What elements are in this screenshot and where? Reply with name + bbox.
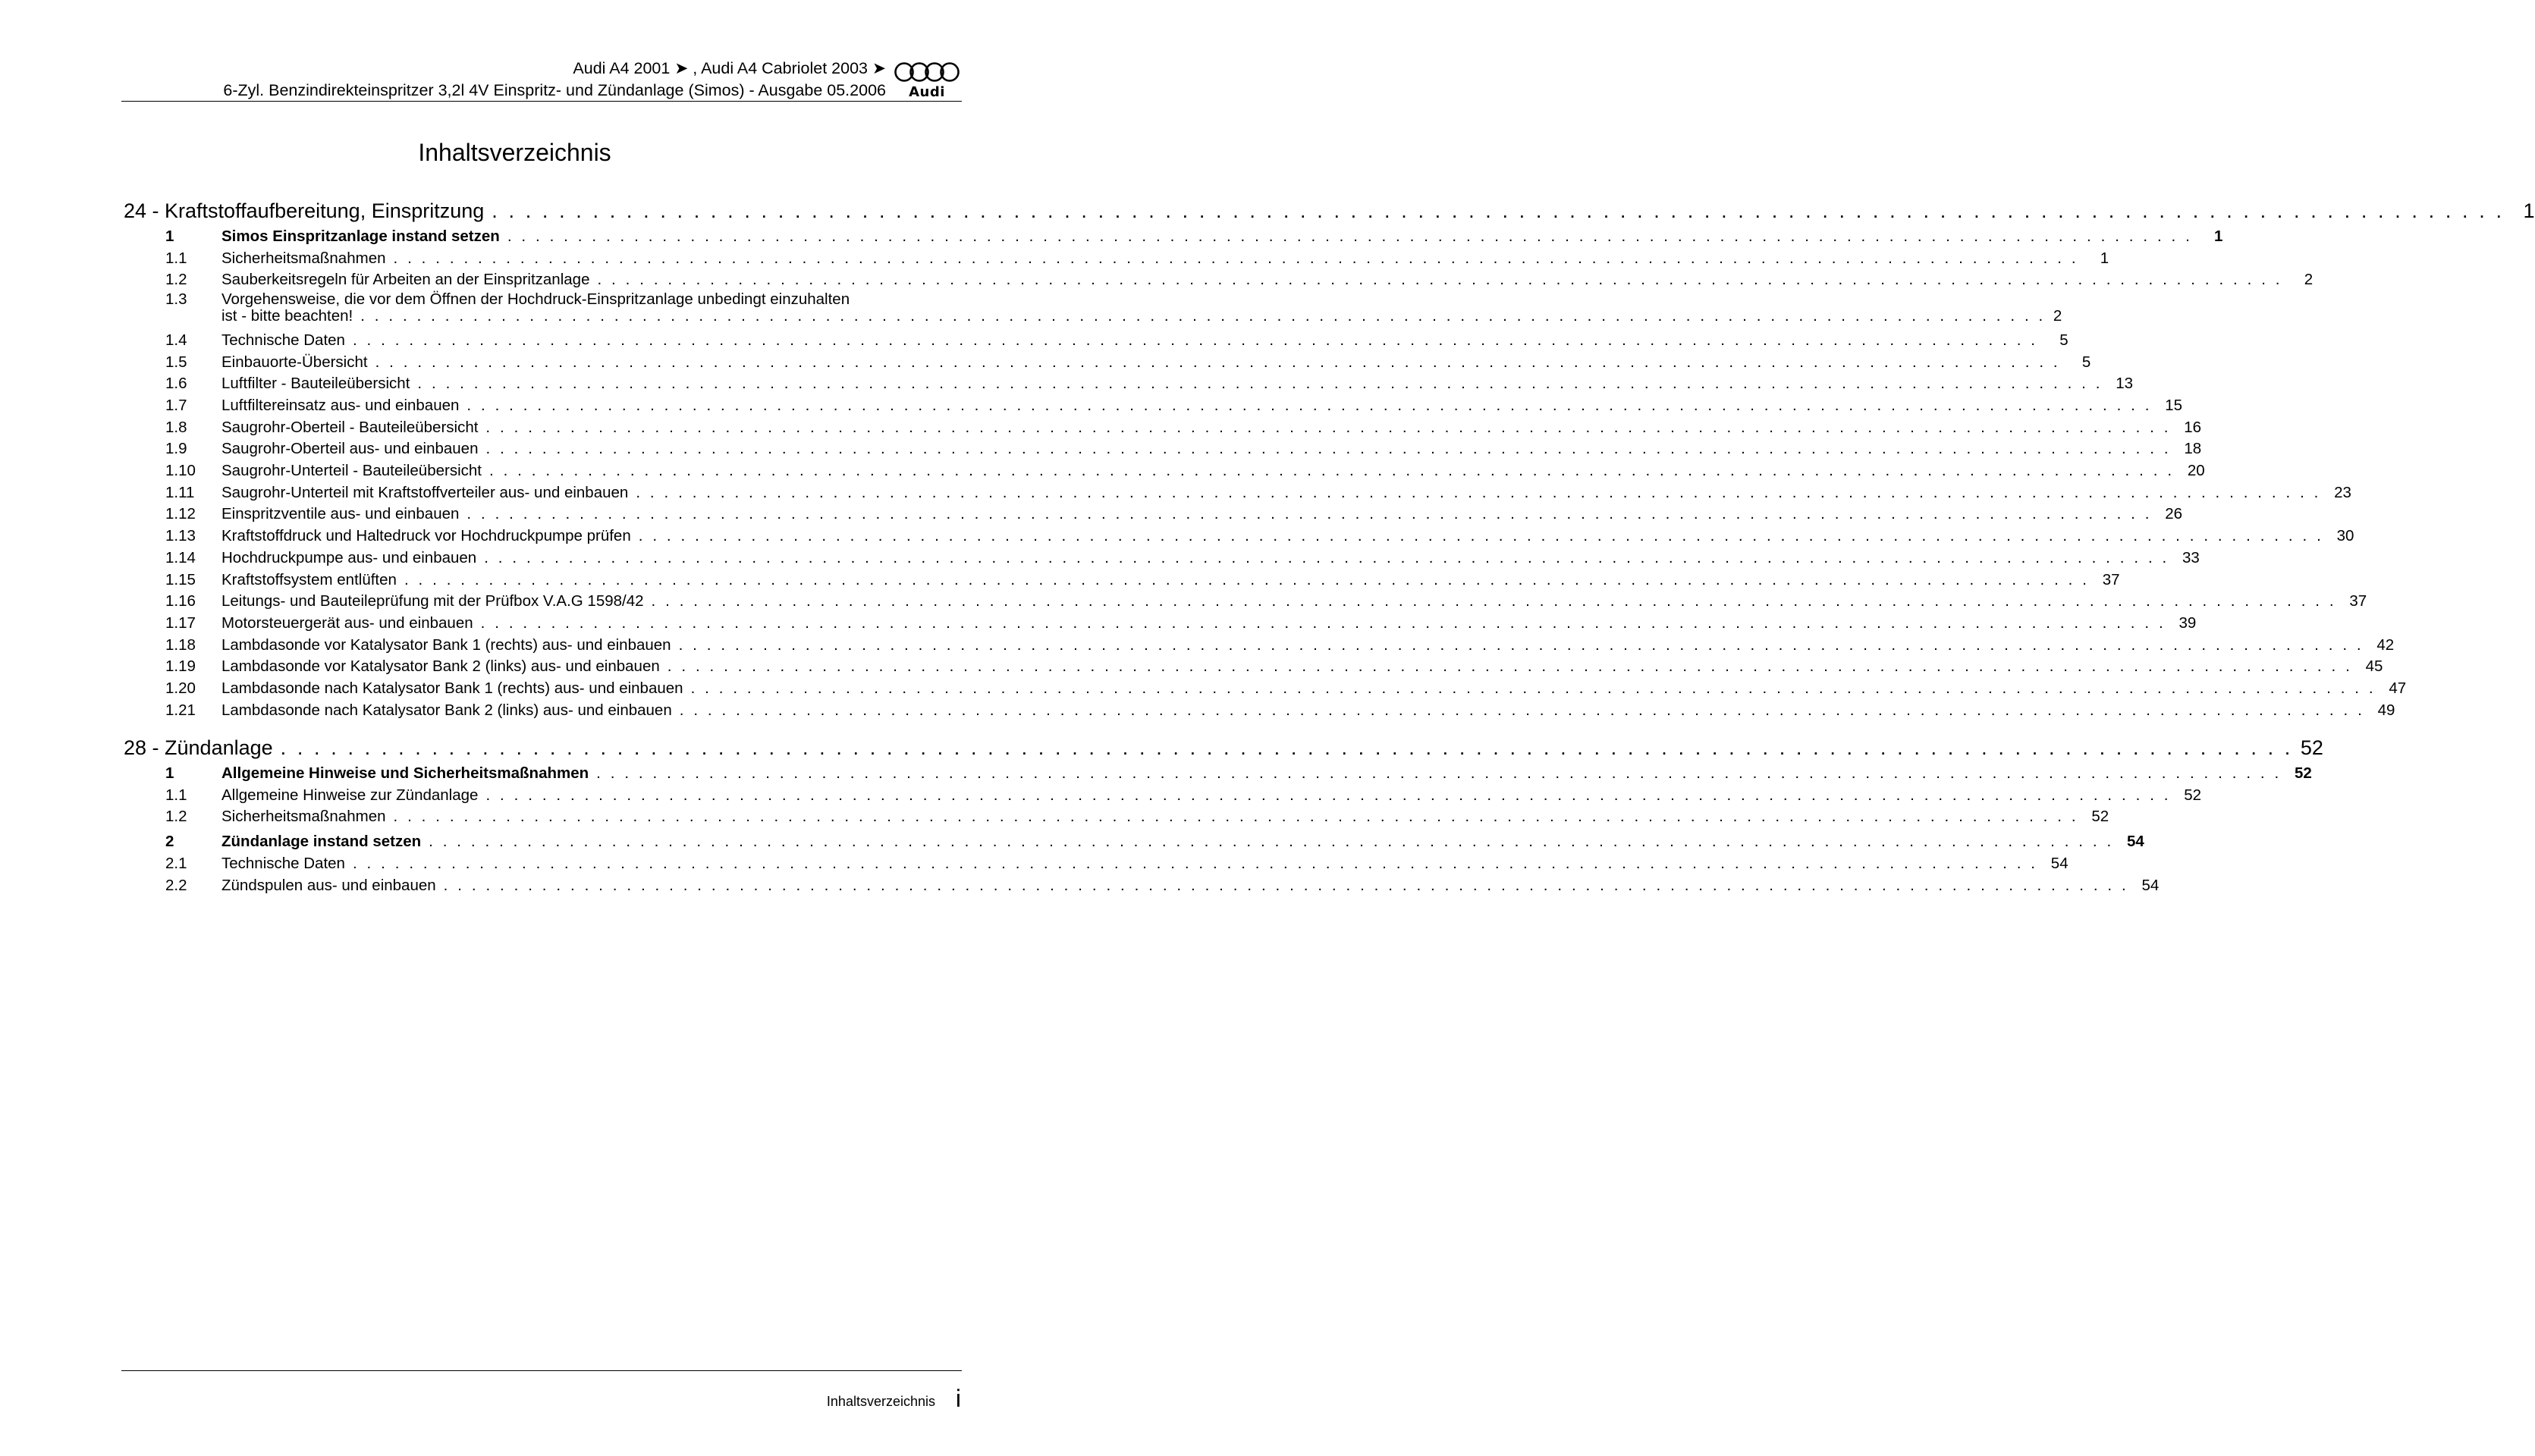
toc-entry-page: 18 [2184,440,2202,458]
toc-leader-dots: . . . . . . . . . . . . . . . . . . . . . . . . . . . . . . . . . . . . . . . . . . . . . . . . . . . . . . . . . . . . . . . . . . . . . . . . . . . . . . . . . . . . . . . . . . . . . . . . . . . . . . . . . . . . . . . . . . . . . . . . [466,396,2153,414]
toc-leader-dots: . . . . . . . . . . . . . . . . . . . . . . . . . . . . . . . . . . . . . . . . . . . . . . . . . . . . . . . . . . . . . . . . . . . . . . . . . . . . . . . . . . . . . . . . . . . . . . . . . . . . . . . . . . . . . . . . . . . . . . . . [404,570,2090,588]
toc-entry-number: 1.4 [165,331,187,349]
toc-entry [165,526,2354,545]
toc-entry [165,352,2091,372]
toc-entry-page: 42 [2376,635,2395,654]
toc-entry [165,656,2383,676]
toc-entry-number: 2.2 [165,876,187,894]
toc-leader-dots: . . . . . . . . . . . . . . . . . . . . . . . . . . . . . . . . . . . . . . . . . . . . . . . . . . . . . . . . . . . . . . . . . . . . . . . . . . . . . . . . . . . . . . . . . . . . . . . . . . . . . . . . . . . . . . . . . . . . . . . . [429,833,2114,851]
toc-entry [165,248,2109,268]
toc-chapter [124,736,2323,760]
toc-entry [165,570,2120,589]
page-title: Inhaltsverzeichnis [418,139,611,166]
toc-leader-dots: . . . . . . . . . . . . . . . . . . . . . . . . . . . . . . . . . . . . . . . . . . . . . . . . . . . . . . . . . . . . . . . . . . . . . . . . . . . . . . . . . . . . . . . . . . . . . . . . . . . . . . . . . . . . . . . . . . . . . . . . [492,199,2505,222]
toc-entry-number: 1.20 [165,679,196,697]
toc-leader-dots: . . . . . . . . . . . . . . . . . . . . . . . . . . . . . . . . . . . . . . . . . . . . . . . . . . . . . . . . . . . . . . . . . . . . . . . . . . . . . . . . . . . . . . . . . . . . . . . . . . . . . . . . . . . . . . . . . . . . . . . . [280,736,2293,759]
toc-entry-title: Saugrohr-Unterteil - Bauteileübersicht [221,462,482,479]
toc-entry-title: Saugrohr-Unterteil mit Kraftstoffverteiler aus- und einbauen [221,483,629,501]
toc-entry-title-continued [221,307,2062,325]
toc-leader-dots: . . . . . . . . . . . . . . . . . . . . . . . . . . . . . . . . . . . . . . . . . . . . . . . . . . . . . . . . . . . . . . . . . . . . . . . . . . . . . . . . . . . . . . . . . . . . . . . . . . . . . . . . . . . . . . . . . . . . . . . . [597,271,2283,289]
toc-entry [165,678,2407,698]
toc-leader-dots: . . . . . . . . . . . . . . . . . . . . . . . . . . . . . . . . . . . . . . . . . . . . . . . . . . . . . . . . . . . . . . . . . . . . . . . . . . . . . . . . . . . . . . . . . . . . . . . . . . . . . . . . . . . . . . . . . . . . . . . . [375,353,2061,371]
toc-entry [165,785,2202,805]
toc-entry [165,591,2367,610]
toc-entry-title: Lambdasonde nach Katalysator Bank 2 (links) aus- und einbauen [221,701,672,719]
toc-entry-number: 1.2 [165,808,187,826]
toc-entry-title: Allgemeine Hinweise und Sicherheitsmaßnahmen [221,764,589,782]
toc-chapter-page: 1 [2523,199,2535,222]
toc-entry-title: Zündanlage instand setzen [221,833,422,851]
toc-entry-number: 1.7 [165,396,187,414]
toc-entry-page: 54 [2050,854,2069,872]
toc-entry-title: Sauberkeitsregeln für Arbeiten an der Einspritzanlage [221,271,590,289]
toc-entry-page: 30 [2336,527,2354,545]
toc-entry [165,635,2395,654]
toc-entry-page: 52 [2184,786,2202,804]
toc-entry-number: 1.12 [165,505,196,523]
toc-entry [165,395,2183,415]
header-manual-title: 6-Zyl. Benzindirekteinspritzer 3,2l 4V Einspritz- und Zündanlage (Simos) - Ausgabe 05.2006 [223,81,886,99]
toc-entry-page: 52 [2091,808,2109,826]
header-vehicle-models: Audi A4 2001 ➤ , Audi A4 Cabriolet 2003 ➤ [573,59,886,77]
toc-entry-page: 26 [2165,505,2183,523]
toc-entry-page: 2 [2053,307,2062,325]
toc-leader-dots: . . . . . . . . . . . . . . . . . . . . . . . . . . . . . . . . . . . . . . . . . . . . . . . . . . . . . . . . . . . . . . . . . . . . . . . . . . . . . . . . . . . . . . . . . . . . . . . . . . . . . . . . . . . . . . . . . . . . . . . . [443,876,2129,894]
toc-leader-dots: . . . . . . . . . . . . . . . . . . . . . . . . . . . . . . . . . . . . . . . . . . . . . . . . . . . . . . . . . . . . . . . . . . . . . . . . . . . . . . . . . . . . . . . . . . . . . . . . . . . . . . . . . . . . . . . . . . . . . . . . [678,635,2364,654]
toc-entry-title: Saugrohr-Oberteil aus- und einbauen [221,440,479,458]
toc-leader-dots: . . . . . . . . . . . . . . . . . . . . . . . . . . . . . . . . . . . . . . . . . . . . . . . . . . . . . . . . . . . . . . . . . . . . . . . . . . . . . . . . . . . . . . . . . . . . . . . . . . . . . . . . . . . . . . . . . . . . . . . . [484,548,2169,566]
toc-entry-title: Luftfilter - Bauteileübersicht [221,375,410,393]
toc-chapter-title: 24 - Kraftstoffaufbereitung, Einspritzung [124,199,485,222]
toc-entry-page: 13 [2116,375,2134,393]
toc-leader-dots: . . . . . . . . . . . . . . . . . . . . . . . . . . . . . . . . . . . . . . . . . . . . . . . . . . . . . . . . . . . . . . . . . . . . . . . . . . . . . . . . . . . . . . . . . . . . . . . . . . . . . . . . . . . . . . . . . . . . . . . . [485,440,2172,458]
toc-entry-page: 37 [2102,570,2120,588]
toc-entry-title: Hochdruckpumpe aus- und einbauen [221,548,477,566]
toc-entry-number: 1.18 [165,635,196,654]
header-divider [121,101,962,102]
toc-entry-title-line2: ist - bitte beachten! [221,307,353,325]
toc-entry-number: 1.6 [165,375,187,393]
toc-entry-number: 2.1 [165,854,187,872]
toc-entry [165,330,2069,350]
footer-section-label: Inhaltsverzeichnis [826,1394,935,1409]
toc-entry-title: Sicherheitsmaßnahmen [221,808,386,826]
toc-leader-dots: . . . . . . . . . . . . . . . . . . . . . . . . . . . . . . . . . . . . . . . . . . . . . . . . . . . . . . . . . . . . . . . . . . . . . . . . . . . . . . . . . . . . . . . . . . . . . . . . . . . . . . . . . . . . . . . . . . . . . . . . [485,786,2172,804]
toc-entry-number: 1.13 [165,527,196,545]
toc-leader-dots: . . . . . . . . . . . . . . . . . . . . . . . . . . . . . . . . . . . . . . . . . . . . . . . . . . . . . . . . . . . . . . . . . . . . . . . . . . . . . . . . . . . . . . . . . . . . . . . . . . . . . . . . . . . . . . . . . . . . . . . . [507,228,2193,245]
toc-entry-title: Einspritzventile aus- und einbauen [221,505,460,523]
toc-leader-dots: . . . . . . . . . . . . . . . . . . . . . . . . . . . . . . . . . . . . . . . . . . . . . . . . . . . . . . . . . . . . . . . . . . . . . . . . . . . . . . . . . . . . . . . . . . . . . . . . . . . . . . . . . . . . . . . . . . . . . . . . [638,527,2324,545]
toc-entry [165,226,2223,246]
toc-entry-page: 45 [2365,657,2383,676]
toc-entry [165,373,2134,393]
toc-leader-dots: . . . . . . . . . . . . . . . . . . . . . . . . . . . . . . . . . . . . . . . . . . . . . . . . . . . . . . . . . . . . . . . . . . . . . . . . . . . . . . . . . . . . . . . . . . . . . . . . . . . . . . . . . . . . . . . . . . . . . . . . [485,418,2172,436]
toc-entry [165,417,2202,437]
toc-entry-page: 1 [2214,228,2223,245]
toc-entry-page: 5 [2059,331,2069,349]
toc-entry-number: 1.11 [165,483,195,501]
toc-entry-title: Leitungs- und Bauteileprüfung mit der Prüfbox V.A.G 1598/42 [221,592,644,610]
toc-entry-page: 15 [2165,396,2183,414]
toc-entry [165,763,2312,783]
toc-entry-title: Sicherheitsmaßnahmen [221,249,386,267]
toc-entry-number: 2 [165,833,174,851]
toc-entry-number: 1.16 [165,592,196,610]
toc-entry [165,700,2395,720]
toc-leader-dots: . . . . . . . . . . . . . . . . . . . . . . . . . . . . . . . . . . . . . . . . . . . . . . . . . . . . . . . . . . . . . . . . . . . . . . . . . . . . . . . . . . . . . . . . . . . . . . . . . . . . . . . . . . . . . . . . . . . . . . . . [352,331,2038,349]
toc-entry-page: 52 [2294,764,2312,782]
toc-entry [165,548,2200,567]
toc-leader-dots: . . . . . . . . . . . . . . . . . . . . . . . . . . . . . . . . . . . . . . . . . . . . . . . . . . . . . . . . . . . . . . . . . . . . . . . . . . . . . . . . . . . . . . . . . . . . . . . . . . . . . . . . . . . . . . . . . . . . . . . . [393,808,2079,826]
toc-entry-title: Technische Daten [221,854,345,872]
toc-entry-page: 2 [2304,271,2314,289]
toc-leader-dots: . . . . . . . . . . . . . . . . . . . . . . . . . . . . . . . . . . . . . . . . . . . . . . . . . . . . . . . . . . . . . . . . . . . . . . . . . . . . . . . . . . . . . . . . . . . . . . . . . . . . . . . . . . . . . . . . . . . . . . . . [360,307,2046,325]
toc-entry-page: 23 [2334,483,2351,501]
toc-entry-title: Vorgehensweise, die vor dem Öffnen der Hochdruck-Einspritzanlage unbedingt einzuhalten [221,290,850,309]
audi-logo-text: Audi [909,84,945,100]
toc-entry-number: 1 [165,764,174,782]
toc-leader-dots: . . . . . . . . . . . . . . . . . . . . . . . . . . . . . . . . . . . . . . . . . . . . . . . . . . . . . . . . . . . . . . . . . . . . . . . . . . . . . . . . . . . . . . . . . . . . . . . . . . . . . . . . . . . . . . . . . . . . . . . . [596,764,2282,782]
toc-leader-dots: . . . . . . . . . . . . . . . . . . . . . . . . . . . . . . . . . . . . . . . . . . . . . . . . . . . . . . . . . . . . . . . . . . . . . . . . . . . . . . . . . . . . . . . . . . . . . . . . . . . . . . . . . . . . . . . . . . . . . . . . [417,375,2103,393]
toc-entry-number: 1.10 [165,462,196,479]
toc-entry-number: 1.2 [165,271,187,289]
toc-entry-number: 1.14 [165,548,196,566]
toc-chapter [124,199,2535,223]
toc-entry-title: Luftfiltereinsatz aus- und einbauen [221,396,460,414]
audi-rings-icon [892,61,962,83]
toc-entry-page: 33 [2182,548,2200,566]
toc-leader-dots: . . . . . . . . . . . . . . . . . . . . . . . . . . . . . . . . . . . . . . . . . . . . . . . . . . . . . . . . . . . . . . . . . . . . . . . . . . . . . . . . . . . . . . . . . . . . . . . . . . . . . . . . . . . . . . . . . . . . . . . . [488,462,2175,479]
toc-entry-page: 54 [2141,876,2160,894]
toc-entry-page: 54 [2126,833,2144,851]
toc-leader-dots: . . . . . . . . . . . . . . . . . . . . . . . . . . . . . . . . . . . . . . . . . . . . . . . . . . . . . . . . . . . . . . . . . . . . . . . . . . . . . . . . . . . . . . . . . . . . . . . . . . . . . . . . . . . . . . . . . . . . . . . . [690,679,2376,697]
toc-entry-title: Simos Einspritzanlage instand setzen [221,228,500,245]
toc-entry-title: Lambdasonde vor Katalysator Bank 1 (rechts) aus- und einbauen [221,635,671,654]
toc-entry-title: Technische Daten [221,331,345,349]
toc-entry-page: 16 [2184,418,2202,436]
toc-entry [165,460,2205,480]
toc-entry-title: Lambdasonde nach Katalysator Bank 1 (rechts) aus- und einbauen [221,679,683,697]
toc-chapter-page: 52 [2300,736,2323,759]
toc-entry-title: Einbauorte-Übersicht [221,353,368,371]
toc-leader-dots: . . . . . . . . . . . . . . . . . . . . . . . . . . . . . . . . . . . . . . . . . . . . . . . . . . . . . . . . . . . . . . . . . . . . . . . . . . . . . . . . . . . . . . . . . . . . . . . . . . . . . . . . . . . . . . . . . . . . . . . . [651,592,2337,610]
footer-page-number: i [955,1385,961,1412]
toc-entry-number: 1.5 [165,353,187,371]
toc-entry [165,613,2197,632]
toc-leader-dots: . . . . . . . . . . . . . . . . . . . . . . . . . . . . . . . . . . . . . . . . . . . . . . . . . . . . . . . . . . . . . . . . . . . . . . . . . . . . . . . . . . . . . . . . . . . . . . . . . . . . . . . . . . . . . . . . . . . . . . . . [480,613,2166,632]
toc-entry [165,806,2109,826]
audi-logo [892,61,962,101]
toc-entry [165,269,2314,289]
toc-entry-title: Lambdasonde vor Katalysator Bank 2 (links) aus- und einbauen [221,657,660,676]
toc-entry-number: 1.1 [165,786,187,804]
toc-leader-dots: . . . . . . . . . . . . . . . . . . . . . . . . . . . . . . . . . . . . . . . . . . . . . . . . . . . . . . . . . . . . . . . . . . . . . . . . . . . . . . . . . . . . . . . . . . . . . . . . . . . . . . . . . . . . . . . . . . . . . . . . [679,701,2365,719]
toc-entry-page: 37 [2349,592,2367,610]
toc-entry [165,482,2351,502]
toc-entry-number: 1.15 [165,570,196,588]
toc-entry-number: 1.19 [165,657,196,676]
toc-entry-page: 49 [2377,701,2395,719]
toc-entry-number: 1 [165,228,174,245]
toc-entry-page: 1 [2100,249,2109,267]
toc-entry-title: Kraftstoffsystem entlüften [221,570,397,588]
toc-leader-dots: . . . . . . . . . . . . . . . . . . . . . . . . . . . . . . . . . . . . . . . . . . . . . . . . . . . . . . . . . . . . . . . . . . . . . . . . . . . . . . . . . . . . . . . . . . . . . . . . . . . . . . . . . . . . . . . . . . . . . . . . [636,483,2321,501]
toc-leader-dots: . . . . . . . . . . . . . . . . . . . . . . . . . . . . . . . . . . . . . . . . . . . . . . . . . . . . . . . . . . . . . . . . . . . . . . . . . . . . . . . . . . . . . . . . . . . . . . . . . . . . . . . . . . . . . . . . . . . . . . . . [393,249,2079,267]
toc-leader-dots: . . . . . . . . . . . . . . . . . . . . . . . . . . . . . . . . . . . . . . . . . . . . . . . . . . . . . . . . . . . . . . . . . . . . . . . . . . . . . . . . . . . . . . . . . . . . . . . . . . . . . . . . . . . . . . . . . . . . . . . . [352,854,2038,872]
toc-entry-title: Allgemeine Hinweise zur Zündanlage [221,786,479,804]
toc-entry [165,504,2183,523]
footer-divider [121,1370,962,1371]
toc-chapter-title: 28 - Zündanlage [124,736,273,759]
toc-entry-number: 1.9 [165,440,187,458]
toc-entry-number: 1.3 [165,290,187,309]
toc-entry-number: 1.17 [165,613,196,632]
toc-leader-dots: . . . . . . . . . . . . . . . . . . . . . . . . . . . . . . . . . . . . . . . . . . . . . . . . . . . . . . . . . . . . . . . . . . . . . . . . . . . . . . . . . . . . . . . . . . . . . . . . . . . . . . . . . . . . . . . . . . . . . . . . [466,505,2153,523]
toc-entry-title: Motorsteuergerät aus- und einbauen [221,613,473,632]
toc-entry-page: 47 [2389,679,2407,697]
toc-entry [165,831,2144,851]
toc-entry [165,875,2160,895]
toc-entry-title: Saugrohr-Oberteil - Bauteileübersicht [221,418,479,436]
page-header [121,59,962,103]
toc-entry [165,853,2069,873]
toc-leader-dots: . . . . . . . . . . . . . . . . . . . . . . . . . . . . . . . . . . . . . . . . . . . . . . . . . . . . . . . . . . . . . . . . . . . . . . . . . . . . . . . . . . . . . . . . . . . . . . . . . . . . . . . . . . . . . . . . . . . . . . . . [667,657,2353,676]
toc-entry-page: 39 [2178,613,2197,632]
toc-entry-number: 1.8 [165,418,187,436]
toc-entry-page: 5 [2081,353,2091,371]
toc-entry-title: Kraftstoffdruck und Haltedruck vor Hochdruckpumpe prüfen [221,527,631,545]
toc-entry-number: 1.1 [165,249,187,267]
toc-entry [165,438,2202,458]
toc-entry-title: Zündspulen aus- und einbauen [221,876,436,894]
toc-entry-number: 1.21 [165,701,196,719]
toc-entry-page: 20 [2187,462,2205,479]
